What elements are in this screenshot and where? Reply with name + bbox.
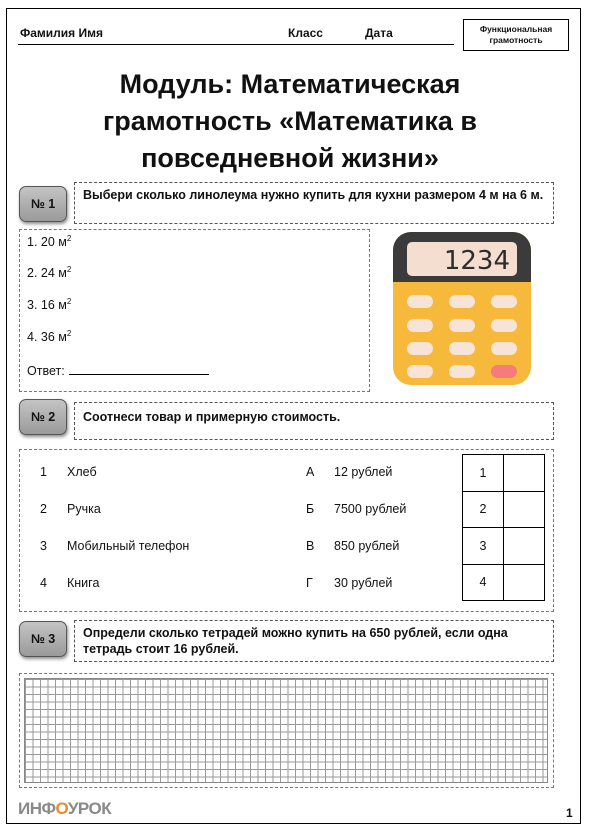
answer-key: 3 <box>463 528 504 565</box>
item-name: Хлеб <box>67 465 97 479</box>
answer-cell[interactable] <box>504 528 545 565</box>
answer-cell[interactable] <box>504 491 545 528</box>
item-name: Мобильный телефон <box>67 539 190 553</box>
price-letter: В <box>306 539 315 553</box>
answer-table <box>462 454 545 601</box>
class-label: Класс <box>288 26 323 40</box>
price-value: 7500 рублей <box>334 502 407 516</box>
option-4: 4. 36 $м^2$ <box>27 329 72 345</box>
task-1-question: Выбери сколько линолеума нужно купить для кухни размером 4 м на 6 м. <box>74 182 554 224</box>
table-row <box>463 455 545 492</box>
calculator-icon <box>393 232 533 387</box>
calculator-display: 1234 <box>443 246 510 276</box>
title-line-1: Модуль: Математическая <box>119 69 461 99</box>
title-line-2: грамотность «Математика в <box>102 106 478 136</box>
header-underline <box>18 44 454 45</box>
answer-row <box>27 362 209 378</box>
price-value: 12 рублей <box>334 465 393 479</box>
item-name: Ручка <box>67 502 101 516</box>
infourok-logo: ИНФОУРОК <box>18 799 112 818</box>
price-letter: А <box>306 465 315 479</box>
price-letter: Б <box>306 502 315 516</box>
item-number: 2 <box>40 502 47 516</box>
squared-grid[interactable] <box>24 678 548 783</box>
answer-cell[interactable] <box>504 564 545 601</box>
item-number: 1 <box>40 465 47 479</box>
answer-field[interactable] <box>69 362 209 375</box>
table-row <box>463 564 545 601</box>
page-title <box>40 66 540 177</box>
option-2: 2. 24 $м^2$ <box>27 265 72 281</box>
item-number: 4 <box>40 576 47 590</box>
task-3-number: № 3 <box>19 621 67 657</box>
subject-badge <box>463 19 569 51</box>
option-3: 3. 16 $м^2$ <box>27 297 72 313</box>
title-line-3: повседневной жизни» <box>141 143 439 173</box>
badge-line-2: грамотность <box>489 35 543 45</box>
price-value: 850 рублей <box>334 539 400 553</box>
table-row <box>463 528 545 565</box>
option-1: 1. 20 $м^2$ <box>27 234 72 250</box>
task-3-question: Определи сколько тетрадей можно купить на 650 рублей, если одна тетрадь стоит 16 рублей. <box>74 620 554 662</box>
task-2-question: Соотнеси товар и примерную стоимость. <box>74 402 554 440</box>
date-label: Дата <box>365 26 393 40</box>
answer-key: 4 <box>463 564 504 601</box>
item-number: 3 <box>40 539 47 553</box>
page-number: 1 <box>566 806 573 820</box>
task-1-number: № 1 <box>19 186 67 222</box>
price-letter: Г <box>306 576 313 590</box>
task-2-matching-box <box>19 449 554 612</box>
badge-line-1: Функциональная <box>479 24 553 34</box>
answer-cell[interactable] <box>504 455 545 492</box>
name-label: Фамилия Имя <box>20 26 104 40</box>
table-row <box>463 491 545 528</box>
item-name: Книга <box>67 576 100 590</box>
answer-key: 1 <box>463 455 504 492</box>
task-2-number: № 2 <box>19 399 67 435</box>
answer-key: 2 <box>463 491 504 528</box>
answer-label: Ответ: <box>27 364 65 378</box>
task-1-options-box <box>19 229 370 392</box>
price-value: 30 рублей <box>334 576 393 590</box>
